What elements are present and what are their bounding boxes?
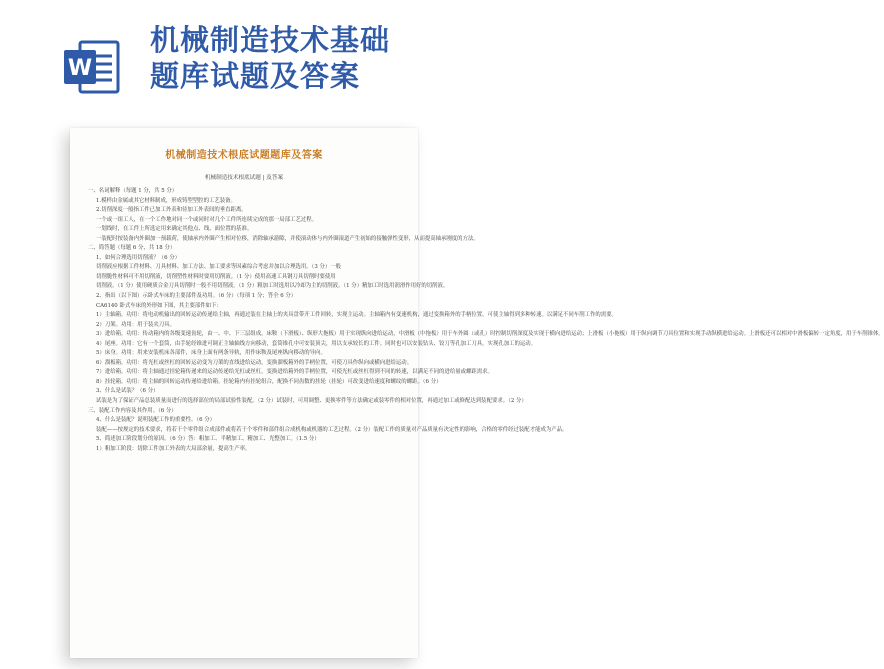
- document-title: 机械制造技术根底试题题库及答案: [165, 150, 323, 161]
- document-line: CA6140 卧式车床的外形如下图，其主要部件如下：: [96, 302, 222, 309]
- document-line: 2、指出（以下图）示卧式车床的主要部件及功用。（6 分）（每项 1 分；答全 6 分）: [96, 293, 297, 300]
- document-preview[interactable]: [70, 128, 884, 658]
- document-line: 装配——按规定的技术要求，将若干个零件组合成部件或将若干个零件和部件组合成机构或机器的工艺过程。（2 分）装配工作的质量对产品质量有决定性的影响，合格的零件经过装配才能成为产品。: [96, 426, 568, 433]
- document-line: 5、简述加工阶段划分的原因。（6 分）答：粗加工、半精加工、精加工、光整加工。（1.5 分）: [96, 436, 320, 443]
- document-line: 5）床身。功用：用来安装机床各部件，床身上面有两条导轨，用作床鞍及尾座纵向移动的导向。: [96, 350, 326, 357]
- document-line: 1.模样由金属或其它材料制成，形成铸型型腔的工艺装备。: [96, 197, 236, 204]
- page-title: [150, 22, 460, 94]
- document-line: 6）溜板箱。功用：将光杠或丝杠的回转运动变为刀架的直线进给运动，变换溜板箱外的手柄位置，可使刀具作纵向或横向进给运动。: [96, 359, 413, 366]
- document-line: 1）粗加工阶段：切除工件加工外表的大局部余量，提高生产率。: [96, 445, 251, 452]
- document-line: 1、如何合理选用切削液？（6 分）: [96, 254, 181, 261]
- document-line: 切削脆性材料可不用切削液，切削塑性材料时要用切削液。（1 分）使用高速工具钢刀具切削时要使用: [96, 273, 336, 280]
- document-line: 3）进给箱。功用：传动箱内的各级变速齿轮，由一、中、下三层组成，床鞍（下滑板）、纵形大拖板）用于实现纵向进给运动，中滑板（中拖板）用于车外圆（或孔）时控制切削深度及实现于横向进给运动；上滑板（小拖板）用于纵向调节刀具位置和实现手动纵横进给运动。上滑板还可以相对中滑板偏转一定角度，用于车削锥体。: [96, 331, 884, 338]
- document-line: 一装配时按装备内外圈加一预载荷，使轴承内外圈产生相对位移，消除轴承游隙，并使滚动体与内外圈滚道产生初始的接触弹性变形，从而提高轴承刚度的方法。: [96, 235, 479, 242]
- word-document-icon: [62, 38, 120, 96]
- document-line: 7）进给箱。功用：将主轴通过挂轮箱传递来的运动传递给光杠或丝杠，变换进给箱外的手柄位置，可使光杠或丝杠得到不同的转速，以满足不同的进给量或螺距需求。: [96, 369, 493, 376]
- header-banner: [0, 0, 474, 120]
- title-line-1: 机械制造技术基础: [150, 23, 391, 57]
- document-line: 一、名词解释（每题 1 分，共 5 分）: [88, 188, 178, 194]
- document-line: 4）尾座。功用：它有一个套筒，由手轮经锥进可调正主轴轴线方向移动，套筒锥孔中可安装顶尖，用以支承较长的工件。同时也可以安装钻头、铰刀等孔加工刀具，实现孔加工的运动。: [96, 340, 537, 347]
- title-line-2: 题库试题及答案: [150, 59, 361, 93]
- document-line: 2.切削深度一般指工件已加工外表和待加工外表间的垂直距离。: [96, 207, 247, 214]
- document-line: 一划线时，在工件上所选定用来确定其他点、线、面位置的基准。: [96, 226, 253, 233]
- document-body: [88, 187, 884, 454]
- document-line: 一个或一组工人，在一个工作地对同一个或同时对几个工件所连续完成的那一局部工艺过程。: [96, 216, 318, 223]
- document-line: 试装是为了保证产品总装质量而进行的选择部位的局部试验性装配。（2 分）试装时，可用调整、更换零件等方法确定或装零件的相对位置，再通过加工或修配达到装配要求。（2 分）: [96, 398, 527, 405]
- document-line: 3、什么是试装？（6 分）: [96, 388, 159, 395]
- document-line: 二、简答题（每题 6 分，共 18 分）: [88, 245, 176, 252]
- svg-text:W: W: [67, 56, 93, 81]
- document-line: 切削液。（1 分）使用硬质合金刀具切削时一般不用切削液。（1 分）粗加工时选用以冷却为主的切削液。（1 分）精加工时选用润滑作用好的切削液。: [96, 283, 449, 290]
- document-line: 4、什么是装配？说明装配工作的重要性。（6 分）: [96, 417, 216, 424]
- document-line: 1）主轴箱。功用：将电动机输出的回转运动传递给主轴，再通过装在主轴上的夹具盘带开工件回转，实现主运动。主轴箱内有变速机构，通过变换箱外的手柄位置，可使主轴得到多种转速。以满足不同车削工作的需要。: [96, 312, 617, 319]
- document-subtitle: 机械制造技术根底试题 | 及答案: [204, 175, 284, 181]
- document-line: 8）挂轮箱。功用：将主轴的回转运动传递给进给箱。挂轮箱内有挂轮组合，配换不同齿数的挂轮（挂轮）可改变进给速度和螺纹的螺距。（6 分）: [96, 378, 442, 385]
- document-line: 三、装配工作内容及其作用。（6 分）: [88, 407, 177, 414]
- document-line: 2）刀架。功用：用于装夹刀具。: [96, 321, 175, 328]
- document-line: 切削液应根据工件材料、刀具材料、加工方法、加工要求等因素综合考虑并加以合理选用。（3 分）一般: [96, 264, 342, 271]
